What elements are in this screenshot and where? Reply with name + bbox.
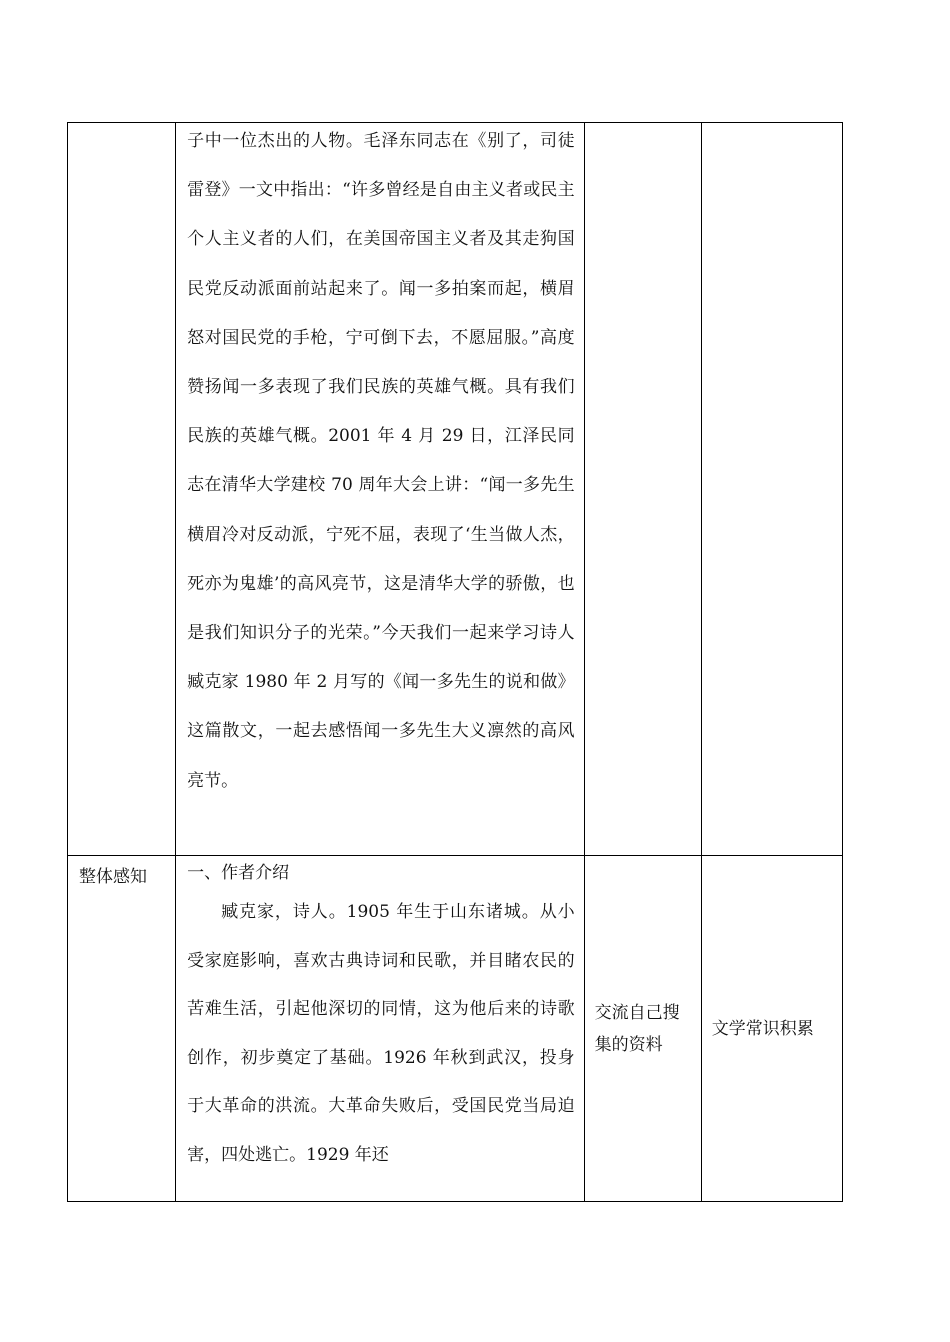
- author-paragraph: 臧克家，诗人。1905 年生于山东诸城。从小受家庭影响，喜欢古典诗词和民歌，并目睹农民的苦难生活，引起他深切的同情，这为他后来的诗歌创作，初步奠定了基础。1926 年秋到武汉，投身于大革命的洪流。大革命失败后，受国民党当局迫害，四处逃亡。1929 年还: [187, 902, 575, 1165]
- student-activity-text: 交流自己搜集的资料: [594, 1002, 680, 1055]
- stage-label: 整体感知: [79, 867, 147, 887]
- stage-cell: [68, 856, 176, 1202]
- student-activity-cell: [584, 856, 701, 1202]
- lesson-plan-table: [67, 122, 843, 1202]
- content-cell: [176, 123, 585, 856]
- intro-paragraph: 子中一位杰出的人物。毛泽东同志在《别了，司徒雷登》一文中指出：“许多曾经是自由主义者或民主个人主义者的人们，在美国帝国主义者及其走狗国民党反动派面前站起来了。闻一多拍案而起，横眉怒对国民党的手枪，宁可倒下去，不愿屈服。”高度赞扬闻一多表现了我们民族的英雄气概。具有我们民族的英雄气概。2001 年 4 月 29 日，江泽民同志在清华大学建校 70 周年大会上讲：“闻一多先生横眉冷对反动派，宁死不屈，表现了‘生当做人杰，死亦为鬼雄’的高风亮节，这是清华大学的骄傲，也是我们知识分子的光荣。”今天我们一起来学习诗人臧克家 1980 年 2 月写的《闻一多先生的说和做》这篇散文，一起去感悟闻一多先生大义凛然的高风亮节。: [187, 131, 575, 791]
- table-row: [68, 856, 843, 1202]
- section-heading: 一、作者介绍: [187, 863, 290, 883]
- content-cell: [176, 856, 585, 1202]
- design-intent-text: 文学常识积累: [711, 1018, 814, 1039]
- student-activity-cell: [584, 123, 701, 856]
- stage-cell: [68, 123, 176, 856]
- table-row: [68, 123, 843, 856]
- design-intent-cell: [701, 856, 842, 1202]
- design-intent-cell: [701, 123, 842, 856]
